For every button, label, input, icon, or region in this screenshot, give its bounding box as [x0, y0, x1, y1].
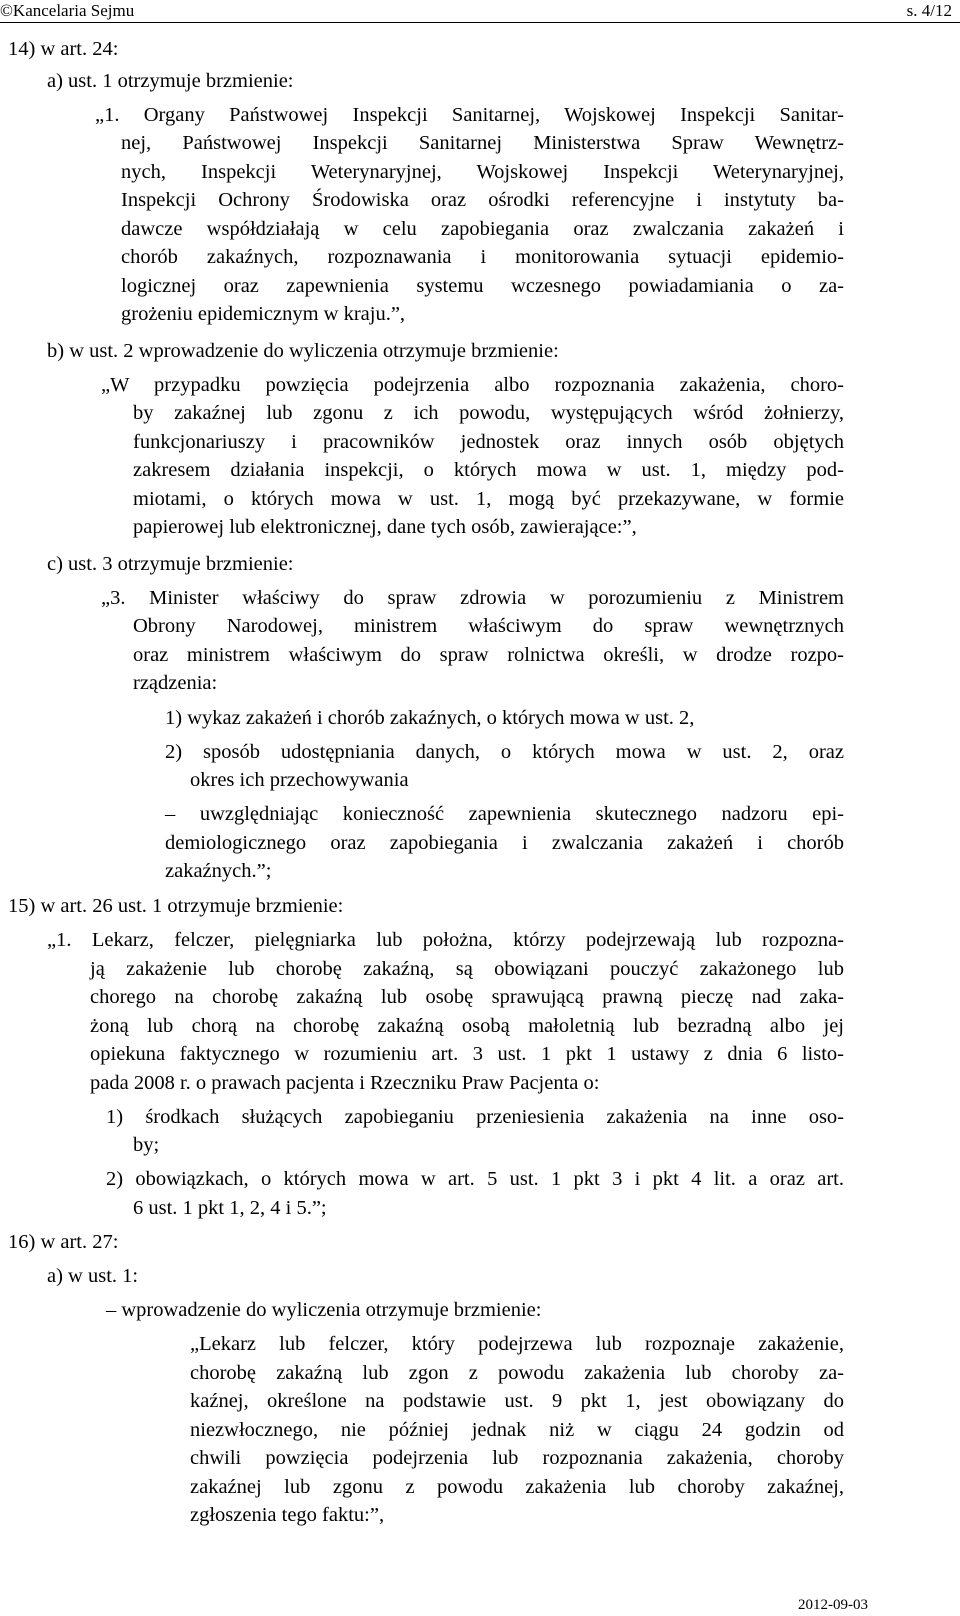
list-item: 2) obowiązkach, o których mowa w art. 5 ust. 1 pkt 3 i pkt 4 lit. a oraz art. — [106, 1168, 844, 1190]
text-line: chorego na chorobę zakaźną lub osobę sprawującą prawną pieczę nad zaka- — [90, 986, 844, 1008]
text-line: chorobę zakaźną lub zgon z powodu zakażenia lub choroby za- — [190, 1362, 844, 1384]
text-line: dawcze współdziałają w celu zapobiegania oraz zwalczania zakażeń i — [121, 218, 844, 240]
text-line: Inspekcji Ochrony Środowiska oraz ośrodki referencyjne i instytuty ba- — [121, 189, 844, 211]
text-line: demiologicznego oraz zapobiegania i zwalczania zakażeń i chorób — [165, 832, 844, 854]
text-line: kaźnej, określone na podstawie ust. 9 pkt 1, jest obowiązany do — [190, 1390, 844, 1412]
text-line: okres ich przechowywania — [190, 769, 409, 791]
list-item: 1) środkach służących zapobieganiu przeniesienia zakażenia na inne oso- — [106, 1106, 844, 1128]
text-line: nej, Państwowej Inspekcji Sanitarnej Ministerstwa Spraw Wewnętrz- — [121, 132, 844, 154]
text-line: „3. Minister właściwy do spraw zdrowia w porozumieniu z Ministrem — [101, 587, 844, 609]
footer-date: 2012-09-03 — [798, 1597, 868, 1613]
text-line: rządzenia: — [133, 672, 218, 694]
text-line: Obrony Narodowej, ministrem właściwym do spraw wewnętrznych — [133, 615, 844, 637]
item-16-heading: 16) w art. 27: — [8, 1231, 119, 1253]
list-item: 1) wykaz zakażeń i chorób zakaźnych, o których mowa w ust. 2, — [165, 707, 695, 729]
text-line: „W przypadku powzięcia podejrzenia albo rozpoznania zakażenia, choro- — [101, 374, 844, 396]
text-line: niezwłocznego, nie później jednak niż w ciągu 24 godzin od — [190, 1419, 844, 1441]
item-16a-heading: a) w ust. 1: — [47, 1265, 139, 1287]
text-line: chwili powzięcia podejrzenia lub rozpoznania zakażenia, choroby — [190, 1447, 844, 1469]
text-line: zgłoszenia tego faktu:”, — [190, 1504, 385, 1526]
header-rule — [0, 22, 960, 23]
item-14b-heading: b) w ust. 2 wprowadzenie do wyliczenia otrzymuje brzmienie: — [47, 340, 559, 362]
text-line: ją zakażenie lub chorobę zakaźną, są obowiązani pouczyć zakażonego lub — [90, 958, 844, 980]
text-line: – uwzględniając konieczność zapewnienia skutecznego nadzoru epi- — [165, 803, 844, 825]
list-item: 2) sposób udostępniania danych, o których mowa w ust. 2, oraz — [165, 741, 844, 763]
text-line: zakaźnej lub zgonu z powodu zakażenia lub choroby zakaźnej, — [190, 1476, 844, 1498]
header-page-number: s. 4/12 — [906, 1, 952, 20]
text-line: papierowej lub elektronicznej, dane tych osób, zawierające:”, — [133, 516, 637, 538]
item-14c-heading: c) ust. 3 otrzymuje brzmienie: — [47, 553, 294, 575]
text-line: pada 2008 r. o prawach pacjenta i Rzeczniku Praw Pacjenta o: — [90, 1072, 600, 1094]
text-line: 6 ust. 1 pkt 1, 2, 4 i 5.”; — [133, 1197, 327, 1219]
text-line: nych, Inspekcji Weterynaryjnej, Wojskowej Inspekcji Weterynaryjnej, — [121, 161, 844, 183]
text-line: „1. Lekarz, felczer, pielęgniarka lub położna, którzy podejrzewają lub rozpozna- — [47, 929, 844, 951]
text-line: zakresem działania inspekcji, o których mowa w ust. 1, między pod- — [133, 459, 844, 481]
text-line: „Lekarz lub felczer, który podejrzewa lub rozpoznaje zakażenie, — [190, 1333, 844, 1355]
text-line: logicznej oraz zapewnienia systemu wczesnego powiadamiania o za- — [121, 275, 844, 297]
text-line: opiekuna faktycznego w rozumieniu art. 3 ust. 1 pkt 1 ustawy z dnia 6 listo- — [90, 1043, 844, 1065]
item-14a-heading: a) ust. 1 otrzymuje brzmienie: — [47, 70, 294, 92]
text-line: grożeniu epidemicznym w kraju.”, — [121, 303, 406, 325]
text-line: funkcjonariuszy i pracowników jednostek oraz innych osób objętych — [133, 431, 844, 453]
text-line: by; — [133, 1134, 160, 1156]
text-line: – wprowadzenie do wyliczenia otrzymuje brzmienie: — [106, 1299, 542, 1321]
text-line: zakaźnych.”; — [165, 860, 272, 882]
header-copyright: ©Kancelaria Sejmu — [0, 1, 135, 20]
item-14-heading: 14) w art. 24: — [8, 38, 119, 60]
text-line: oraz ministrem właściwym do spraw rolnictwa określi, w drodze rozpo- — [133, 644, 844, 666]
text-line: chorób zakaźnych, rozpoznawania i monitorowania sytuacji epidemio- — [121, 246, 844, 268]
text-line: żoną lub chorą na chorobę zakaźną osobą małoletnią lub bezradną albo jej — [90, 1015, 844, 1037]
text-line: „1. Organy Państwowej Inspekcji Sanitarnej, Wojskowej Inspekcji Sanitar- — [95, 104, 844, 126]
text-line: by zakaźnej lub zgonu z ich powodu, występujących wśród żołnierzy, — [133, 402, 844, 424]
item-15-heading: 15) w art. 26 ust. 1 otrzymuje brzmienie: — [8, 895, 344, 917]
text-line: miotami, o których mowa w ust. 1, mogą być przekazywane, w formie — [133, 488, 844, 510]
